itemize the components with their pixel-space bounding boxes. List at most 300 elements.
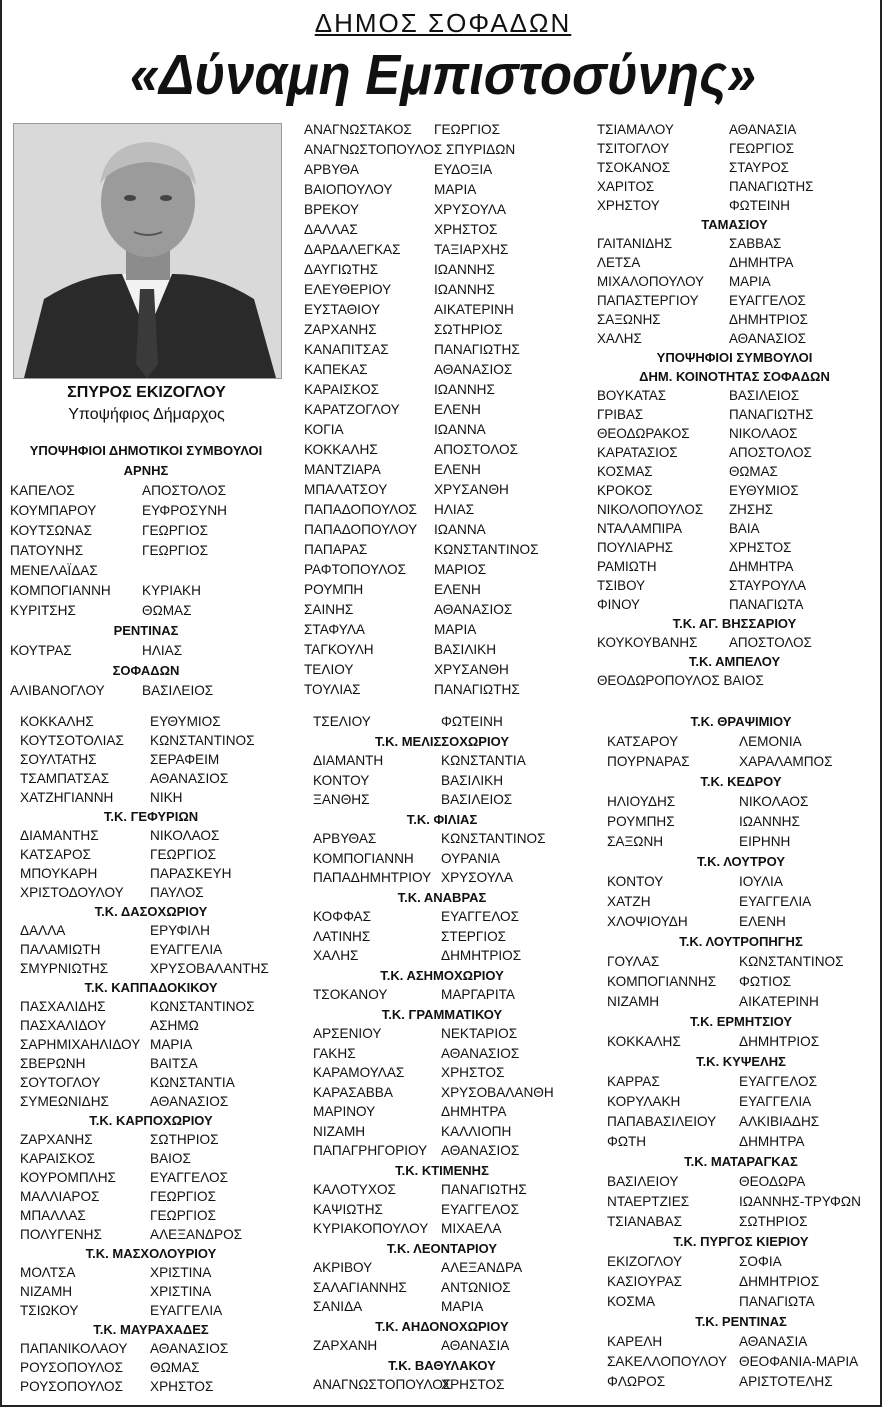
candidate-row: [304, 340, 584, 360]
candidate-row: [20, 1016, 282, 1035]
surname: ΦΙΝΟΥ: [597, 597, 640, 612]
section-heading: ΥΠΟΨΗΦΙΟΙ ΣΥΜΒΟΥΛΟΙ: [656, 350, 813, 365]
surname: ΧΑΤΖΗΓΙΑΝΝΗ: [20, 790, 114, 805]
first-name: ΕΥΘΥΜΙΟΣ: [729, 483, 799, 498]
candidate-row: [607, 812, 875, 832]
candidate-row: [313, 907, 571, 927]
surname: ΤΟΥΛΙΑΣ: [304, 682, 361, 697]
first-name: ΙΩΑΝΝΗΣ: [434, 282, 495, 297]
candidate-row: [20, 864, 282, 883]
surname: ΚΟΚΚΑΛΗΣ: [304, 442, 378, 457]
first-name: ΠΑΝΑΓΙΩΤΗΣ: [434, 342, 520, 357]
first-name: ΠΑΝΑΓΙΩΤΑ: [739, 1294, 815, 1309]
first-name: ΕΛΕΝΗ: [434, 402, 481, 417]
first-name: ΒΑΣΙΛΙΚΗ: [434, 642, 497, 657]
first-name: ΑΡΙΣΤΟΤΕΛΗΣ: [739, 1374, 833, 1389]
candidate-row: [607, 1372, 875, 1392]
section-heading: Τ.Κ. ΔΑΣΟΧΩΡΙΟΥ: [94, 904, 208, 919]
column-5: [313, 712, 571, 1395]
candidate-row: [607, 1112, 875, 1132]
column-1: [10, 441, 282, 701]
surname: ΚΟΚΚΑΛΗΣ: [20, 714, 94, 729]
candidate-row: [597, 120, 872, 139]
candidate-row: [304, 200, 584, 220]
candidate-row: [304, 600, 584, 620]
candidate-row: [313, 751, 571, 771]
candidate-row: [607, 1272, 875, 1292]
candidate-row: [313, 1219, 571, 1239]
first-name: ΕΛΕΝΗ: [739, 914, 786, 929]
surname: ΠΑΠΑΝΙΚΟΛΑΟΥ: [20, 1341, 128, 1356]
surname: ΦΩΤΗ: [607, 1134, 647, 1149]
first-name: ΠΑΡΑΣΚΕΥΗ: [150, 866, 232, 881]
first-name: ΑΝΤΩΝΙΟΣ: [441, 1279, 511, 1295]
candidate-row: [597, 139, 872, 158]
surname: ΣΒΕΡΩΝΗ: [20, 1056, 86, 1071]
surname: ΤΣΟΚΑΝΟΣ: [597, 160, 671, 175]
candidate-row: [313, 1122, 571, 1142]
surname: ΚΑΤΣΑΡΟΥ: [607, 734, 679, 749]
first-name: ΧΡΙΣΤΙΝΑ: [150, 1265, 212, 1280]
candidate-row: [20, 1187, 282, 1206]
section-heading: Τ.Κ. ΜΑΤΑΡΑΓΚΑΣ: [684, 1154, 798, 1169]
first-name: ΕΥΑΓΓΕΛΙΑ: [150, 942, 223, 957]
first-name: ΜΑΡΙΑ: [434, 182, 477, 197]
surname: ΚΡΟΚΟΣ: [597, 483, 653, 498]
first-name: ΙΩΑΝΝΑ: [434, 522, 486, 537]
surname: ΜΕΝΕΛΑΪΔΑΣ: [10, 563, 98, 578]
candidate-row: [313, 771, 571, 791]
surname: ΚΑΤΣΑΡΟΣ: [20, 847, 91, 862]
surname: ΚΑΡΑΙΣΚΟΣ: [20, 1151, 96, 1166]
surname: ΤΣΑΜΠΑΤΣΑΣ: [20, 771, 110, 786]
section-heading: Τ.Κ. ΛΟΥΤΡΟΥ: [696, 854, 786, 869]
candidate-row: [20, 1282, 282, 1301]
candidate-row: [607, 1132, 875, 1152]
surname: ΔΑΡΔΑΛΕΓΚΑΣ: [304, 242, 401, 257]
first-name: ΑΘΑΝΑΣΙΑ: [441, 1338, 510, 1353]
surname: ΚΟΣΜΑΣ: [597, 464, 653, 479]
surname: ΚΑΠΕΛΟΣ: [10, 483, 75, 498]
candidate-row: [313, 1083, 571, 1103]
candidate-row: [607, 972, 875, 992]
surname: ΠΑΛΑΜΙΩΤΗ: [20, 942, 101, 957]
surname: ΛΑΤΙΝΗΣ: [313, 928, 371, 944]
surname: ΓΟΥΛΑΣ: [607, 954, 660, 969]
first-name: ΚΩΝΣΤΑΝΤΙΝΟΣ: [434, 542, 539, 557]
surname: ΤΣΙΩΚΟΥ: [20, 1303, 79, 1318]
surname: ΠΑΣΧΑΛΙΔΗΣ: [20, 999, 106, 1014]
first-name: ΘΩΜΑΣ: [729, 464, 778, 479]
candidate-row: [313, 868, 571, 888]
candidate-row: [597, 177, 872, 196]
section-heading: Τ.Κ. ΚΑΠΠΑΔΟΚΙΚΟΥ: [84, 980, 218, 995]
candidate-role: Υποψήφιος Δήμαρχος: [68, 406, 225, 423]
first-name: ΒΑΙΑ: [729, 521, 760, 536]
slogan-title: «Δύναμη Εμπιστοσύνης»: [129, 43, 757, 107]
candidate-row: [597, 310, 872, 329]
candidate-row: [313, 712, 571, 732]
candidate-row: [304, 420, 584, 440]
first-name: ΜΑΡΙΑ: [441, 1299, 484, 1314]
first-name: ΚΑΛΛΙΟΠΗ: [441, 1123, 512, 1139]
first-name: ΓΕΩΡΓΙΟΣ: [150, 1189, 217, 1204]
candidate-row: [597, 272, 872, 291]
first-name: ΑΠΟΣΤΟΛΟΣ: [142, 483, 227, 498]
candidate-row: [607, 832, 875, 852]
first-name: ΧΡΥΣΟΥΛΑ: [441, 870, 513, 885]
first-name: ΘΕΟΦΑΝΙΑ-ΜΑΡΙΑ: [739, 1354, 859, 1369]
surname: ΑΝΑΓΝΩΣΤΑΚΟΣ: [304, 122, 412, 137]
candidate-row: [313, 1297, 571, 1317]
first-name: ΕΥΑΓΓΕΛΙΑ: [739, 894, 812, 909]
section-heading: ΔΗΜ. ΚΟΙΝΟΤΗΤΑΣ ΣΟΦΑΔΩΝ: [639, 369, 830, 384]
surname: ΤΣΟΚΑΝΟΥ: [313, 987, 388, 1002]
surname: ΑΚΡΙΒΟΥ: [313, 1260, 373, 1275]
first-name: ΣΑΒΒΑΣ: [729, 236, 782, 251]
surname: ΠΟΥΡΝΑΡΑΣ: [607, 754, 690, 769]
surname: ΚΑΡΕΛΗ: [607, 1334, 663, 1349]
candidate-row: [20, 997, 282, 1016]
candidate-row: [597, 595, 872, 614]
section-heading: Τ.Κ. ΡΕΝΤΙΝΑΣ: [695, 1314, 787, 1329]
candidate-row: [607, 792, 875, 812]
candidate-row: [20, 1054, 282, 1073]
first-name: ΑΠΟΣΤΟΛΟΣ: [434, 442, 519, 457]
surname: ΣΑΝΙΔΑ: [313, 1299, 363, 1314]
first-name: ΝΙΚΗ: [150, 790, 183, 805]
candidate-row: [313, 1063, 571, 1083]
first-name: ΚΥΡΙΑΚΗ: [142, 583, 201, 598]
first-name: ΘΕΟΔΩΡΑ: [739, 1174, 806, 1189]
first-name: ΧΑΡΑΛΑΜΠΟΣ: [739, 754, 833, 769]
candidate-row: [313, 1375, 571, 1395]
surname: ΡΟΥΜΠΗΣ: [607, 814, 675, 829]
section-heading: Τ.Κ. ΒΑΘΥΛΑΚΟΥ: [388, 1357, 496, 1373]
surname: ΚΟΥΚΟΥΒΑΝΗΣ: [597, 635, 698, 650]
section-heading: ΥΠΟΨΗΦΙΟΙ ΔΗΜΟΤΙΚΟΙ ΣΥΜΒΟΥΛΟΙ: [29, 443, 263, 458]
surname: ΤΣΙΤΟΓΛΟΥ: [597, 141, 670, 156]
first-name: ΓΕΩΡΓΙΟΣ: [150, 847, 217, 862]
surname: ΣΑΛΑΓΙΑΝΝΗΣ: [313, 1279, 407, 1295]
first-name: ΘΩΜΑΣ: [150, 1360, 200, 1375]
surname: ΣΑΡΗΜΙΧΑΗΛΙΔΟΥ: [20, 1037, 141, 1052]
candidate-row: [20, 1301, 282, 1320]
candidate-row: [20, 921, 282, 940]
surname: ΜΑΝΤΖΙΑΡΑ: [304, 462, 381, 477]
candidate-row: [304, 180, 584, 200]
surname: ΚΑΛΟΤΥΧΟΣ: [313, 1182, 396, 1197]
candidate-row: [20, 788, 282, 807]
first-name: ΑΘΑΝΑΣΙΟΣ: [150, 1341, 229, 1356]
candidate-row: [597, 405, 872, 424]
surname: ΡΟΥΣΟΠΟΥΛΟΣ: [20, 1379, 124, 1394]
surname: ΚΟΦΦΑΣ: [313, 909, 371, 924]
surname: ΚΑΡΑΙΣΚΟΣ: [304, 382, 380, 397]
first-name: ΧΡΥΣΟΒΑΛΑΝΘΗ: [441, 1084, 554, 1100]
first-name: ΝΙΚΟΛΑΟΣ: [150, 828, 220, 843]
surname: ΣΟΥΛΤΑΤΗΣ: [20, 752, 97, 767]
candidate-row: [20, 769, 282, 788]
candidate-row: [10, 501, 282, 521]
first-name: ΑΘΑΝΑΣΙΑ: [739, 1334, 808, 1349]
candidate-row: [304, 460, 584, 480]
first-name: ΣΩΤΗΡΙΟΣ: [150, 1132, 219, 1147]
surname: ΔΙΑΜΑΝΤΗ: [313, 753, 384, 768]
first-name: ΠΑΥΛΟΣ: [150, 885, 204, 900]
first-name: ΓΕΩΡΓΙΟΣ: [150, 1208, 217, 1223]
candidate-row: [304, 360, 584, 380]
candidate-row: [607, 1352, 875, 1372]
first-name: ΧΡΗΣΤΟΣ: [434, 222, 498, 237]
first-name: ΕΥΑΓΓΕΛΙΑ: [150, 1303, 223, 1318]
first-name: ΙΩΑΝΝΗΣ: [739, 814, 800, 829]
candidate-row: [607, 1192, 875, 1212]
surname: ΤΣΙΒΟΥ: [597, 578, 646, 593]
surname: ΠΑΠΑΔΟΠΟΥΛΟΥ: [304, 522, 418, 537]
candidate-row: [313, 849, 571, 869]
surname: ΑΝΑΓΝΩΣΤΟΠΟΥΛΟΣ: [313, 1377, 452, 1392]
first-name: ΑΘΑΝΑΣΙΑ: [729, 122, 797, 137]
first-name: ΔΗΜΗΤΡΑ: [739, 1134, 805, 1149]
candidate-row: [304, 240, 584, 260]
candidate-row: [20, 1358, 282, 1377]
candidate-row: [313, 1044, 571, 1064]
surname: ΞΑΝΘΗΣ: [313, 792, 370, 807]
candidate-row: [607, 872, 875, 892]
surname: ΠΑΣΧΑΛΙΔΟΥ: [20, 1018, 107, 1033]
candidate-row: [304, 500, 584, 520]
first-name: ΔΗΜΗΤΡΑ: [729, 255, 794, 270]
first-name: ΝΕΚΤΑΡΙΟΣ: [441, 1026, 518, 1041]
surname: ΧΑΤΖΗ: [607, 894, 651, 909]
first-name: ΕΥΑΓΓΕΛΟΣ: [729, 293, 806, 308]
first-name: ΔΗΜΗΤΡΑ: [441, 1104, 507, 1119]
section-heading: Τ.Κ. ΛΟΥΤΡΟΠΗΓΗΣ: [679, 934, 803, 949]
candidate-row: [20, 1130, 282, 1149]
surname: ΣΑΞΩΝΗΣ: [597, 312, 661, 327]
surname: ΣΤΑΦΥΛΑ: [304, 622, 365, 637]
section-heading: ΡΕΝΤΙΝΑΣ: [113, 623, 179, 638]
surname: ΒΟΥΚΑΤΑΣ: [597, 388, 667, 403]
candidate-row: [20, 1377, 282, 1396]
first-name: ΦΩΤΕΙΝΗ: [729, 198, 790, 213]
first-name: ΓΕΩΡΓΙΟΣ: [729, 141, 795, 156]
surname: ΚΑΡΡΑΣ: [607, 1074, 660, 1089]
surname: ΣΥΜΕΩΝΙΔΗΣ: [20, 1094, 109, 1109]
first-name: ΧΡΥΣΑΝΘΗ: [434, 662, 509, 677]
first-name: ΙΟΥΛΙΑ: [739, 874, 783, 889]
candidate-row: [304, 400, 584, 420]
candidate-row: [597, 671, 872, 690]
first-name: ΕΥΑΓΓΕΛΙΑ: [739, 1094, 812, 1109]
candidate-row: [607, 1252, 875, 1272]
candidate-row: [10, 681, 282, 701]
surname: ΜΠΟΥΚΑΡΗ: [20, 866, 98, 881]
candidate-row: [313, 1102, 571, 1122]
first-name: ΒΑΣΙΛΕΙΟΣ: [441, 792, 513, 807]
first-name: ΦΩΤΕΙΝΗ: [441, 714, 503, 729]
candidate-row: [304, 260, 584, 280]
candidate-row: [597, 576, 872, 595]
surname: ΔΑΛΛΑ: [20, 923, 66, 938]
surname: ΝΙΖΑΜΗ: [20, 1284, 73, 1299]
candidate-row: [313, 985, 571, 1005]
surname: ΜΠΑΛΑΤΣΟΥ: [304, 482, 388, 497]
surname: ΣΑΙΝΗΣ: [304, 602, 354, 617]
surname: ΑΡΒΥΘΑ: [304, 162, 359, 177]
surname: ΚΟΝΤΟΥ: [607, 874, 664, 889]
first-name: ΜΑΡΙΑ: [150, 1037, 193, 1052]
candidate-row: [10, 601, 282, 621]
section-heading: Τ.Κ. ΑΓ. ΒΗΣΣΑΡΙΟΥ: [672, 616, 797, 631]
surname: ΖΑΡΧΑΝΗ: [313, 1338, 378, 1353]
first-name: ΑΠΟΣΤΟΛΟΣ: [729, 445, 812, 460]
candidate-row: [10, 481, 282, 501]
candidate-photo: [13, 123, 282, 379]
first-name: ΙΩΑΝΝΑ: [434, 422, 486, 437]
candidate-row: [607, 732, 875, 752]
surname: ΠΟΥΛΙΑΡΗΣ: [597, 540, 674, 555]
first-name: ΓΕΩΡΓΙΟΣ: [434, 122, 501, 137]
candidate-row: [313, 790, 571, 810]
column-2: [304, 120, 584, 700]
surname: ΕΥΣΤΑΘΙΟΥ: [304, 302, 381, 317]
candidate-row: [607, 952, 875, 972]
section-heading: ΤΑΜΑΣΙΟΥ: [701, 217, 768, 232]
first-name: ΜΑΡΙΟΣ: [434, 562, 487, 577]
candidate-row: [304, 680, 584, 700]
surname: ΜΑΡΙΝΟΥ: [313, 1104, 376, 1119]
column-4: [20, 712, 282, 1396]
candidate-row: [607, 1212, 875, 1232]
candidate-row: [10, 561, 282, 581]
candidate-row: [20, 883, 282, 902]
surname: ΤΕΛΙΟΥ: [304, 662, 354, 677]
section-heading: Τ.Κ. ΑΝΑΒΡΑΣ: [397, 889, 487, 905]
first-name: ΔΗΜΗΤΡΙΟΣ: [739, 1274, 820, 1289]
surname: ΤΑΓΚΟΥΛΗ: [304, 642, 374, 657]
candidate-row: [304, 320, 584, 340]
first-name: ΓΕΩΡΓΙΟΣ: [142, 543, 209, 558]
candidate-row: [313, 1180, 571, 1200]
surname: ΚΑΠΕΚΑΣ: [304, 362, 368, 377]
surname: ΝΤΑΛΑΜΠΙΡΑ: [597, 521, 683, 536]
first-name: ΜΙΧΑΕΛΑ: [441, 1221, 502, 1236]
first-name: ΛΕΜΟΝΙΑ: [739, 734, 802, 749]
first-name: ΕΡΥΦΙΛΗ: [150, 923, 210, 938]
surname: ΚΟΜΠΟΓΙΑΝΝΗΣ: [607, 974, 717, 989]
surname: ΠΟΛΥΓΕΝΗΣ: [20, 1227, 102, 1242]
candidate-row: [304, 480, 584, 500]
first-name: ΑΣΗΜΩ: [150, 1018, 199, 1033]
candidate-row: [597, 519, 872, 538]
first-name: ΔΗΜΗΤΡΙΟΣ: [729, 312, 808, 327]
first-name: ΒΑΙΟΣ: [150, 1151, 191, 1166]
surname: ΡΑΜΙΩΤΗ: [597, 559, 657, 574]
candidate-row: [304, 280, 584, 300]
surname: ΒΑΣΙΛΕΙΟΥ: [607, 1174, 679, 1189]
candidate-row: [20, 712, 282, 731]
surname: ΘΕΟΔΩΡΑΚΟΣ: [597, 426, 690, 441]
first-name: ΑΘΑΝΑΣΙΟΣ: [441, 1045, 520, 1061]
first-name: ΑΙΚΑΤΕΡΙΝΗ: [739, 994, 819, 1009]
surname: ΧΛΟΨΙΟΥΔΗ: [607, 914, 688, 929]
surname: ΧΑΡΙΤΟΣ: [597, 179, 655, 194]
surname: ΤΣΙΑΜΑΛΟΥ: [597, 122, 674, 137]
section-heading: Τ.Κ. ΓΕΦΥΡΙΩΝ: [103, 809, 199, 824]
surname: ΚΑΨΙΩΤΗΣ: [313, 1201, 383, 1217]
candidate-row: [597, 443, 872, 462]
candidate-row: [10, 521, 282, 541]
surname: ΝΤΑΕΡΤΖΙΕΣ: [607, 1194, 690, 1209]
first-name: ΣΤΑΥΡΟΣ: [729, 160, 789, 175]
first-name: ΕΥΘΥΜΙΟΣ: [150, 714, 221, 729]
first-name: ΚΩΝΣΤΑΝΤΙΝΟΣ: [739, 954, 844, 969]
first-name: ΧΡΙΣΤΙΝΑ: [150, 1284, 212, 1299]
surname: ΜΟΛΤΣΑ: [20, 1265, 76, 1280]
surname: ΡΑΦΤΟΠΟΥΛΟΣ: [304, 562, 406, 577]
candidate-row: [20, 1092, 282, 1111]
candidate-row: [20, 1168, 282, 1187]
surname: ΠΑΠΑΡΑΣ: [304, 542, 368, 557]
candidate-row: [313, 1141, 571, 1161]
surname: ΔΑΛΛΑΣ: [304, 222, 358, 237]
surname: ΓΑΙΤΑΝΙΔΗΣ: [597, 236, 673, 251]
candidate-row: [597, 253, 872, 272]
surname: ΚΑΡΑΜΟΥΛΑΣ: [313, 1065, 405, 1080]
candidate-row: [313, 946, 571, 966]
first-name: ΗΛΙΑΣ: [142, 643, 183, 658]
candidate-row: [597, 557, 872, 576]
first-name: ΒΑΣΙΛΕΙΟΣ: [142, 683, 214, 698]
first-name: ΑΘΑΝΑΣΙΟΣ: [434, 602, 513, 617]
candidate-row: [304, 380, 584, 400]
surname: ΚΟΡΥΛΑΚΗ: [607, 1094, 681, 1109]
first-name: ΒΑΣΙΛΙΚΗ: [441, 772, 504, 788]
first-name: ΜΑΡΙΑ: [434, 622, 477, 637]
surname: ΚΟΣΜΑ: [607, 1294, 656, 1309]
candidate-row: [304, 160, 584, 180]
first-name: ΜΑΡΙΑ: [729, 274, 771, 289]
surname: ΒΑΙΟΠΟΥΛΟΥ: [304, 182, 393, 197]
candidate-row: [10, 581, 282, 601]
first-name: ΧΡΥΣΑΝΘΗ: [434, 482, 509, 497]
first-name: ΑΘΑΝΑΣΙΟΣ: [441, 1143, 520, 1158]
candidate-row: [20, 826, 282, 845]
section-heading: Τ.Κ. ΑΣΗΜΟΧΩΡΙΟΥ: [380, 967, 504, 983]
first-name: ΚΩΝΣΤΑΝΤΙΑ: [441, 753, 526, 768]
surname: ΔΑΥΓΙΩΤΗΣ: [304, 262, 379, 277]
surname: ΕΚΙΖΟΓΛΟΥ: [607, 1254, 683, 1269]
candidate-row: [313, 1200, 571, 1220]
surname: ΚΟΓΙΑ: [304, 422, 344, 437]
first-name: ΣΟΦΙΑ: [739, 1254, 782, 1269]
first-name: ΠΑΝΑΓΙΩΤΗΣ: [729, 407, 814, 422]
surname: ΑΛΙΒΑΝΟΓΛΟΥ: [10, 683, 105, 698]
first-name: ΧΡΗΣΤΟΣ: [441, 1377, 505, 1392]
section-heading: ΑΡΝΗΣ: [123, 463, 169, 478]
surname: ΚΟΥΤΣΟΤΟΛΙΑΣ: [20, 733, 124, 748]
surname: ΛΕΤΣΑ: [597, 255, 641, 270]
first-name: ΒΑΣΙΛΕΙΟΣ: [729, 388, 800, 403]
surname: ΓΑΚΗΣ: [313, 1045, 356, 1061]
first-name: ΙΩΑΝΝΗΣ: [434, 262, 495, 277]
first-name: ΧΡΥΣΟΥΛΑ: [434, 202, 506, 217]
candidate-row: [20, 1225, 282, 1244]
surname: ΦΛΩΡΟΣ: [607, 1374, 666, 1389]
first-name: ΔΗΜΗΤΡΑ: [729, 559, 794, 574]
